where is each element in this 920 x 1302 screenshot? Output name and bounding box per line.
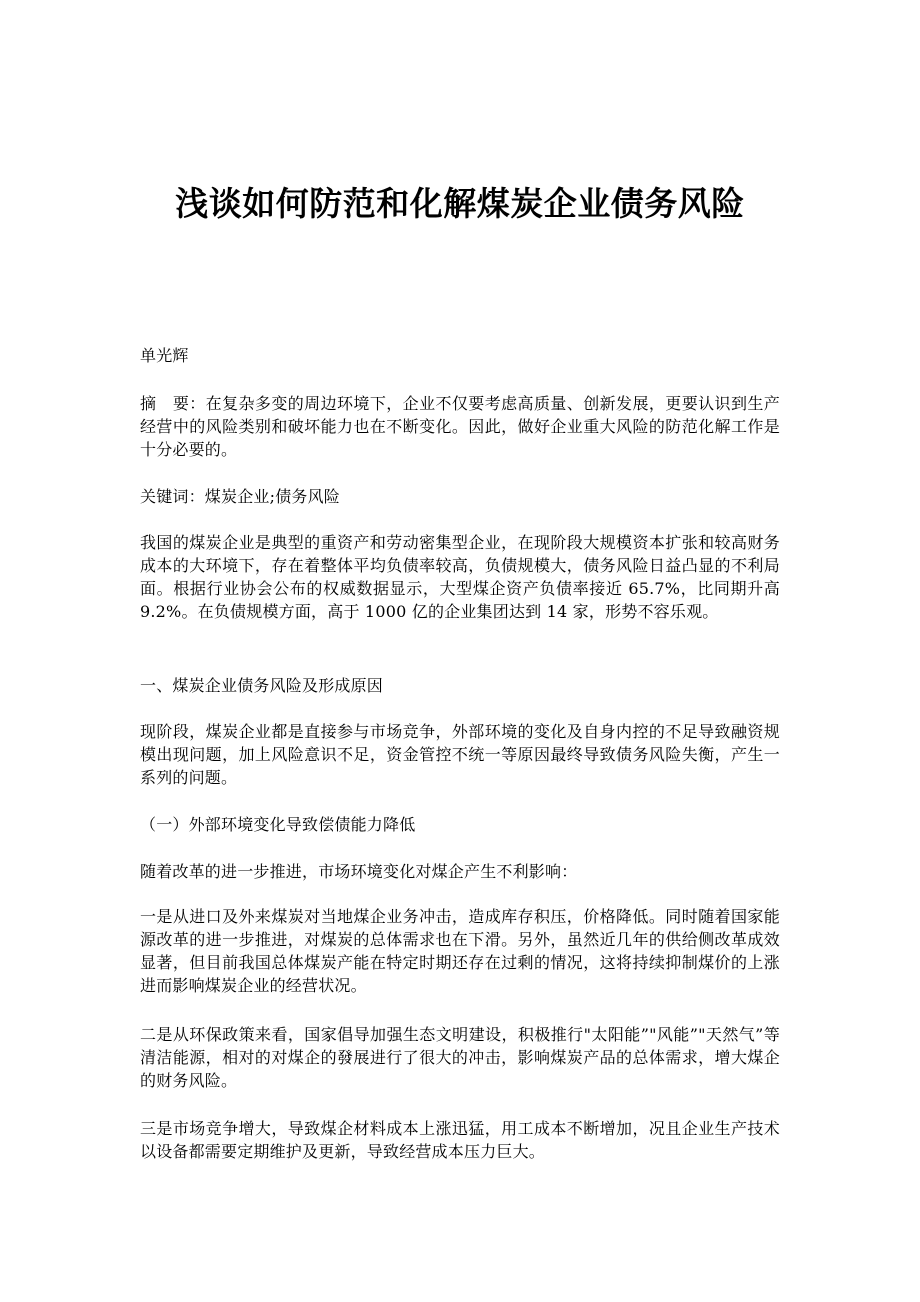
- section-heading: 一、煤炭企业债务风险及形成原因: [140, 676, 384, 695]
- body-paragraph: 随着改革的进一步推进，市场环境变化对煤企产生不利影响：: [140, 862, 578, 881]
- body-paragraph: 二是从环保政策来看，国家倡导加强生态文明建设，积极推行"太阳能”"风能”"天然气”等清洁能源，相对的对煤企的發展进行了很大的冲击，影响煤炭产品的总体需求，增大煤企的财务风险。: [140, 1025, 780, 1090]
- subsection-heading: （一）外部环境变化导致偿债能力降低: [140, 815, 416, 834]
- body-paragraph: 现阶段，煤炭企业都是直接参与市场竞争，外部环境的变化及自身内控的不足导致融资规模出现问题，加上风险意识不足，资金管控不统一等原因最终导致债务风险失衡，产生一系列的问题。: [140, 722, 780, 787]
- body-paragraph: 我国的煤炭企业是典型的重资产和劳动密集型企业，在现阶段大规模资本扩张和较高财务成本的大环境下，存在着整体平均负债率较高，负债规模大，债务风险日益凸显的不利局面。根据行业协会公布的权威数据显示，大型煤企资产负债率接近 65.7%，比同期升高 9.2%。在负债规模方面，高于 1000 亿的企业集团达到 14 家，形势不容乐观。: [140, 533, 780, 621]
- body-paragraph: 三是市场竞争增大，导致煤企材料成本上涨迅猛，用工成本不断增加，况且企业生产技术以设备都需要定期维护及更新，导致经营成本压力巨大。: [140, 1119, 780, 1161]
- author-name: 单光辉: [140, 346, 189, 365]
- abstract-paragraph: 摘 要：在复杂多变的周边环境下，企业不仅要考虑高质量、创新发展，更要认识到生产经营中的风险类别和破坏能力也在不断变化。因此，做好企业重大风险的防范化解工作是十分必要的。: [140, 394, 780, 459]
- document-title: 浅谈如何防范和化解煤炭企业债务风险: [175, 184, 745, 223]
- body-paragraph: 一是从进口及外来煤炭对当地煤企业务冲击，造成库存积压，价格降低。同时随着国家能源改革的进一步推进，对煤炭的总体需求也在下滑。另外，虽然近几年的供给侧改革成效显著，但目前我国总体煤炭产能在特定时期还存在过剩的情况，这将持续抑制煤价的上涨进而影响煤炭企业的经营状况。: [140, 907, 780, 995]
- keywords-line: 关键词：煤炭企业;债务风险: [140, 487, 340, 506]
